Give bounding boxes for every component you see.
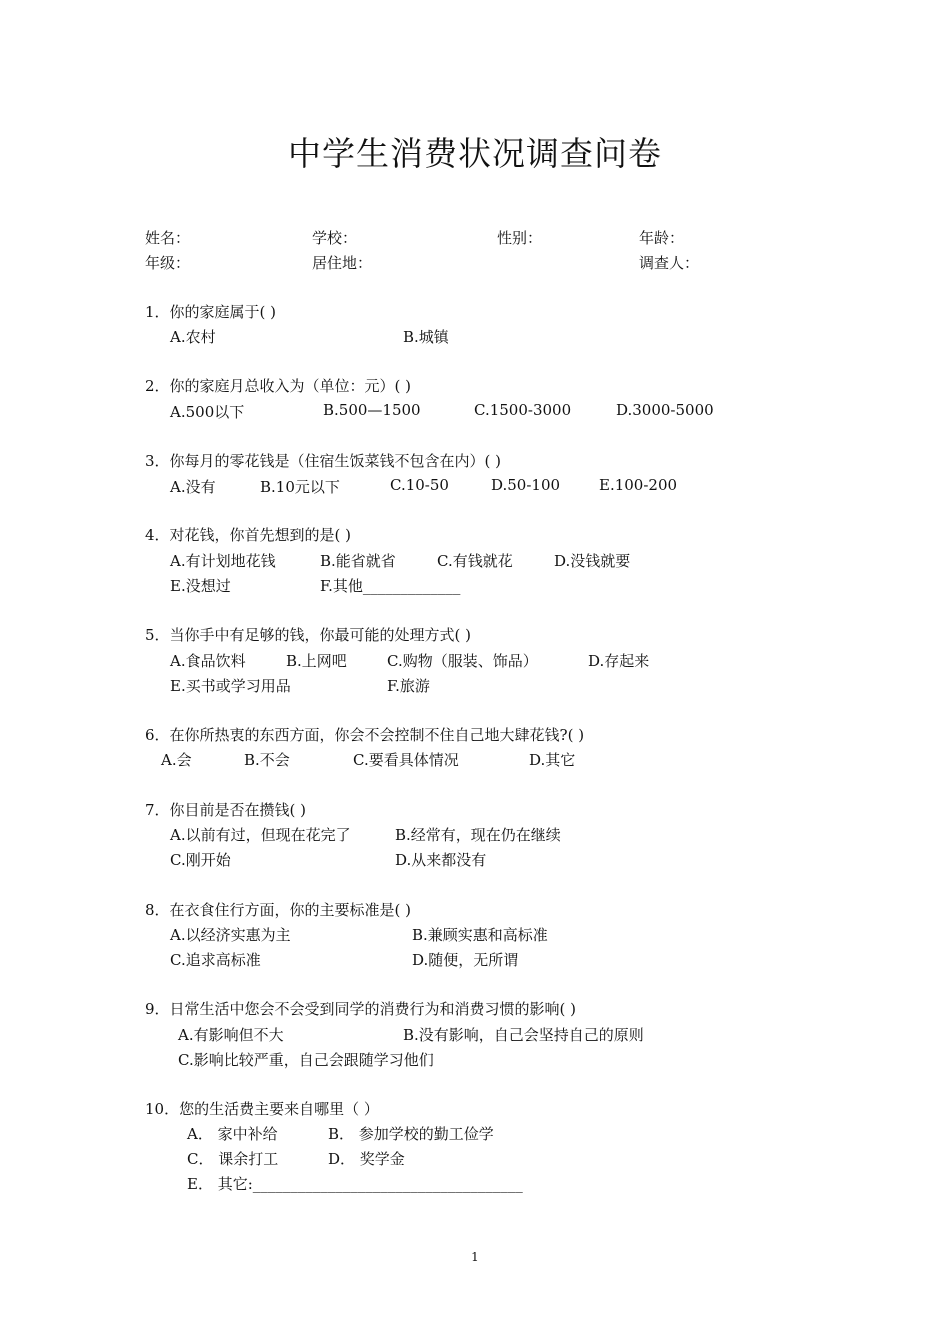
option-10e: E． 其它:____________________________________ [187, 1175, 523, 1193]
option-8d: D.随便，无所谓 [412, 951, 519, 969]
option-5a: A.食品饮料 [170, 652, 246, 670]
surveyor-field-label: 调查人： [639, 254, 700, 272]
option-4a: A.有计划地花钱 [170, 552, 276, 570]
option-9a: A.有影响但不大 [178, 1026, 284, 1044]
option-2b: B.500—1500 [323, 401, 421, 419]
option-10b: B． 参加学校的勤工俭学 [328, 1125, 494, 1143]
option-6c: C.要看具体情况 [353, 751, 459, 769]
option-2a: A.500以下 [170, 403, 245, 421]
option-7b: B.经常有，现在仍在继续 [395, 826, 561, 844]
question-6: 6．在你所热衷的东西方面，你会不会控制不住自己地大肆花钱?( ) [145, 726, 585, 744]
option-4c: C.有钱就花 [437, 552, 513, 570]
option-3a: A.没有 [170, 478, 216, 496]
option-10c: C． 课余打工 [187, 1150, 279, 1168]
option-2c: C.1500-3000 [474, 401, 572, 419]
option-6d: D.其它 [529, 751, 576, 769]
age-field-label: 年龄： [639, 229, 685, 247]
option-4d: D.没钱就要 [554, 552, 631, 570]
option-5c: C.购物（服装、饰品） [387, 652, 538, 670]
option-4e: E.没想过 [170, 577, 231, 595]
option-1b: B.城镇 [403, 328, 449, 346]
option-8a: A.以经济实惠为主 [170, 926, 291, 944]
option-1a: A.农村 [170, 328, 216, 346]
question-10: 10．您的生活费主要来自哪里（ ） [145, 1100, 379, 1118]
option-8b: B.兼顾实惠和高标准 [412, 926, 548, 944]
grade-field-label: 年级： [145, 254, 191, 272]
page-number: 1 [471, 1250, 479, 1264]
option-4f: F.其他_____________ [320, 577, 461, 595]
option-5b: B.上网吧 [286, 652, 347, 670]
question-3: 3．你每月的零花钱是（住宿生饭菜钱不包含在内）( ) [145, 452, 502, 470]
option-5f: F.旅游 [387, 677, 430, 695]
question-1: 1．你的家庭属于( ) [145, 303, 277, 321]
option-5e: E.买书或学习用品 [170, 677, 291, 695]
option-4b: B.能省就省 [320, 552, 396, 570]
option-3c: C.10-50 [390, 476, 449, 494]
option-9c: C.影响比较严重，自己会跟随学习他们 [178, 1051, 434, 1069]
option-9b: B.没有影响，自己会坚持自己的原则 [403, 1026, 644, 1044]
question-8: 8．在衣食住行方面，你的主要标准是( ) [145, 901, 412, 919]
residence-field-label: 居住地： [312, 254, 373, 272]
option-8c: C.追求高标准 [170, 951, 261, 969]
option-7d: D.从来都没有 [395, 851, 487, 869]
gender-field-label: 性别： [497, 229, 543, 247]
school-field-label: 学校： [312, 229, 358, 247]
question-7: 7．你目前是否在攒钱( ) [145, 801, 307, 819]
page-title: 中学生消费状况调查问卷 [288, 134, 662, 173]
option-5d: D.存起来 [588, 652, 650, 670]
name-field-label: 姓名： [145, 229, 191, 247]
option-6a: A.会 [161, 751, 192, 769]
option-3b: B.10元以下 [260, 478, 340, 496]
option-10a: A． 家中补给 [187, 1125, 278, 1143]
option-3d: D.50-100 [491, 476, 561, 494]
option-3e: E.100-200 [599, 476, 678, 494]
question-4: 4．对花钱，你首先想到的是( ) [145, 526, 352, 544]
question-9: 9．日常生活中您会不会受到同学的消费行为和消费习惯的影响( ) [145, 1000, 577, 1018]
question-2: 2．你的家庭月总收入为（单位：元）( ) [145, 377, 412, 395]
question-5: 5．当你手中有足够的钱，你最可能的处理方式( ) [145, 626, 472, 644]
option-7a: A.以前有过，但现在花完了 [170, 826, 351, 844]
option-10d: D． 奖学金 [328, 1150, 405, 1168]
option-2d: D.3000-5000 [616, 401, 714, 419]
option-6b: B.不会 [244, 751, 290, 769]
option-7c: C.刚开始 [170, 851, 231, 869]
